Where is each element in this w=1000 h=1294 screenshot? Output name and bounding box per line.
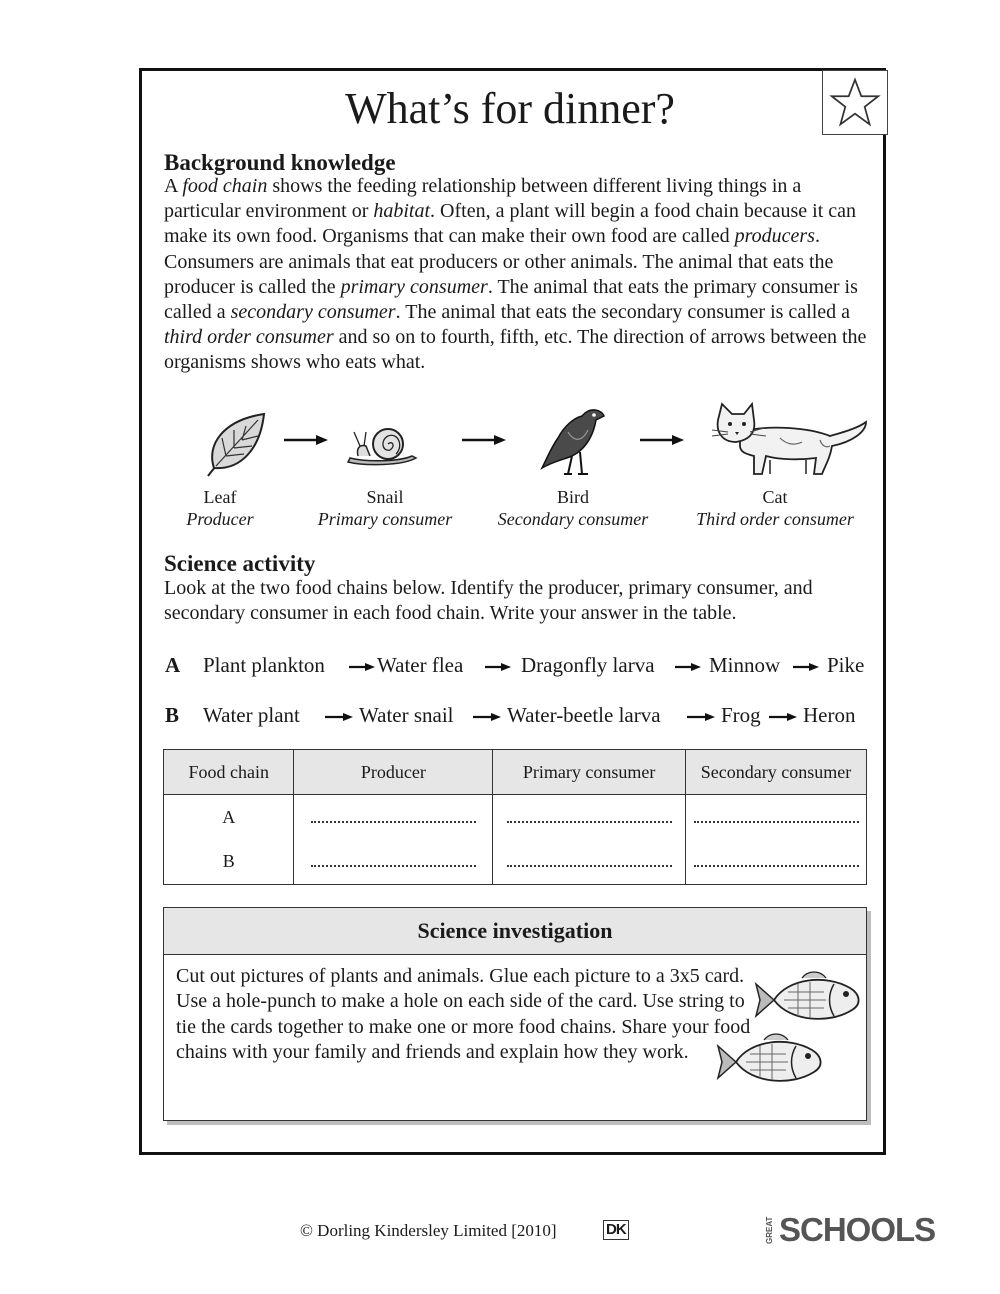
page-title: What’s for dinner?	[345, 84, 675, 133]
organism-role: Producer	[186, 509, 254, 529]
answer-blank[interactable]	[507, 807, 672, 823]
cat-icon	[710, 402, 870, 482]
arrow-icon	[687, 713, 715, 721]
arrow-icon	[349, 663, 375, 671]
table-row	[164, 840, 867, 885]
investigation-heading: Science investigation	[164, 908, 866, 955]
answer-blank[interactable]	[311, 851, 476, 867]
chain-item: Water snail	[359, 703, 454, 727]
column-header: Food chain	[164, 750, 294, 795]
chain-item: Frog	[721, 703, 761, 727]
arrow-icon	[325, 713, 353, 721]
chain-label: B	[165, 703, 180, 727]
chain-item: Minnow	[709, 653, 781, 677]
investigation-box	[163, 907, 867, 1121]
arrow-icon	[793, 663, 819, 671]
answer-blank[interactable]	[507, 851, 672, 867]
snail-icon	[346, 418, 420, 466]
chain-item: Pike	[827, 653, 865, 677]
chain-item: Water plant	[203, 703, 300, 727]
copyright-text: © Dorling Kindersley Limited [2010]	[300, 1221, 557, 1240]
column-header: Primary consumer	[493, 750, 686, 795]
answer-table	[163, 749, 867, 885]
chain-organism	[160, 486, 280, 530]
organism-role: Third order consumer	[696, 509, 854, 529]
arrow-icon	[284, 434, 328, 446]
chain-organism	[480, 486, 666, 530]
chain-item: Heron	[803, 703, 856, 727]
dk-logo: DK	[603, 1220, 629, 1240]
organism-name: Bird	[556, 487, 589, 507]
background-paragraph: A food chain shows the feeding relationship between different living things in a particular environment or habitat. Often, a plant will begin a food chain because it can make its own food. Organisms that can make their own food are called producers. Consumers are animals that eat producers or other animals. The animal that eats the producer is called the primary consumer. The animal that eats the primary consumer is called a secondary consumer. The animal that eats the secondary consumer is called a third order consumer and so on to fourth, fifth, etc. The direction of arrows between the organisms shows who eats what.	[164, 175, 867, 374]
food-chain-a	[165, 650, 875, 680]
chain-item: Dragonfly larva	[521, 653, 655, 677]
row-label: B	[164, 840, 294, 885]
leaf-icon	[200, 410, 270, 480]
bird-icon	[538, 402, 608, 478]
investigation-text: Cut out pictures of plants and animals. Glue each picture to a 3x5 card. Use a hole-punch to make a hole on each side of the card. Use string to tie the cards together to make one or more food chains. Share your food chains with your family and friends and explain how they work.	[176, 965, 751, 1064]
arrow-icon	[640, 434, 684, 446]
answer-blank[interactable]	[311, 807, 476, 823]
chain-organism	[302, 486, 468, 530]
chain-item: Plant plankton	[203, 653, 325, 677]
answer-blank[interactable]	[694, 851, 859, 867]
organism-role: Secondary consumer	[497, 509, 649, 529]
logo-great: GREAT	[765, 1216, 774, 1244]
row-label: A	[164, 795, 294, 840]
organism-name: Cat	[762, 487, 788, 507]
chain-item: Water-beetle larva	[507, 703, 661, 727]
table-row	[164, 795, 867, 840]
activity-heading: Science activity	[164, 551, 316, 576]
logo-schools: SCHOOLS	[779, 1211, 936, 1248]
fish-icon	[716, 1032, 828, 1092]
answer-blank[interactable]	[694, 807, 859, 823]
activity-instructions: Look at the two food chains below. Identify the producer, primary consumer, and secondary consumer in each food chain. Write your answer in the table.	[164, 577, 813, 625]
column-header: Producer	[294, 750, 493, 795]
chain-item: Water flea	[377, 653, 464, 677]
arrow-icon	[462, 434, 506, 446]
background-heading: Background knowledge	[164, 150, 396, 175]
column-header: Secondary consumer	[686, 750, 867, 795]
chain-organism	[680, 486, 870, 530]
organism-role: Primary consumer	[317, 509, 453, 529]
chain-label: A	[165, 653, 181, 677]
organism-name: Snail	[366, 487, 404, 507]
arrow-icon	[473, 713, 501, 721]
arrow-icon	[485, 663, 511, 671]
food-chain-b	[165, 700, 875, 730]
arrow-icon	[769, 713, 797, 721]
organism-name: Leaf	[203, 487, 237, 507]
arrow-icon	[675, 663, 701, 671]
fish-icon	[754, 970, 866, 1030]
example-food-chain	[150, 400, 880, 540]
